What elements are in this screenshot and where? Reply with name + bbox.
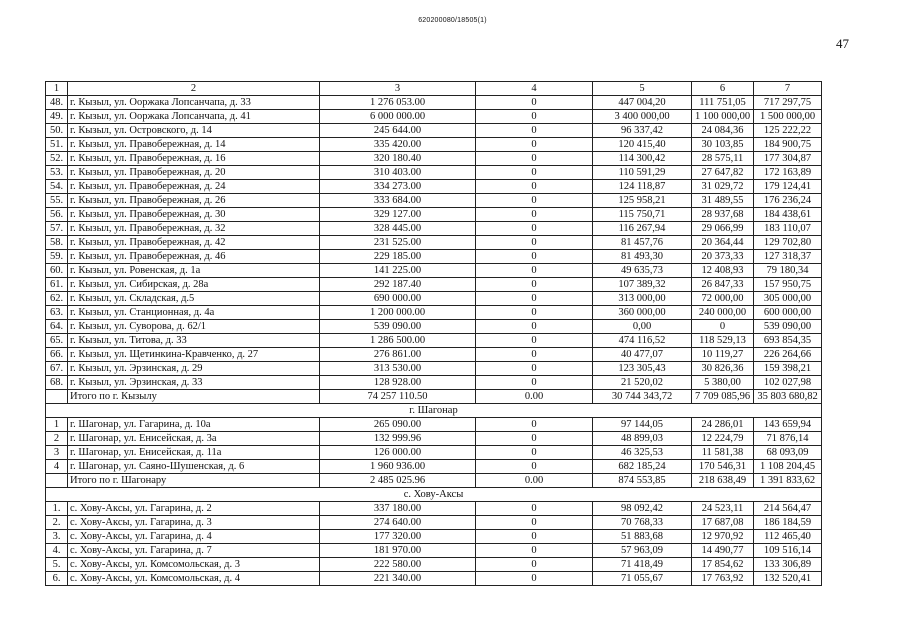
table-cell: 184 438,61 [754, 208, 822, 222]
table-cell: 30 744 343,72 [593, 390, 692, 404]
section-header-row [46, 488, 822, 502]
table-cell: 333 684.00 [320, 194, 476, 208]
table-cell: 292 187.40 [320, 278, 476, 292]
table-cell: 474 116,52 [593, 334, 692, 348]
table-cell: г. Кызыл, ул. Ровенская, д. 1а [68, 264, 320, 278]
column-number: 3 [320, 82, 476, 96]
table-cell: 132 999.96 [320, 432, 476, 446]
table-cell: г. Кызыл, ул. Сибирская, д. 28а [68, 278, 320, 292]
table-cell: 6. [46, 572, 68, 586]
table-cell: 328 445.00 [320, 222, 476, 236]
table-cell: г. Кызыл, ул. Суворова, д. 62/1 [68, 320, 320, 334]
table-cell: 74 257 110.50 [320, 390, 476, 404]
table-row [46, 432, 822, 446]
table-cell: 11 581,38 [692, 446, 754, 460]
table-cell: г. Кызыл, ул. Эрзинская, д. 29 [68, 362, 320, 376]
table-row [46, 446, 822, 460]
table-cell: 0 [476, 516, 593, 530]
table-cell: 5. [46, 558, 68, 572]
table-cell: 0 [476, 124, 593, 138]
table-cell: 132 520,41 [754, 572, 822, 586]
table-cell: 276 861.00 [320, 348, 476, 362]
table-row [46, 222, 822, 236]
table-cell: 79 180,34 [754, 264, 822, 278]
table-cell: 1 [46, 418, 68, 432]
table-cell: 133 306,89 [754, 558, 822, 572]
table-cell: 21 520,02 [593, 376, 692, 390]
total-row [46, 474, 822, 488]
table-row [46, 334, 822, 348]
table-cell: г. Кызыл, ул. Ооржака Лопсанчапа, д. 33 [68, 96, 320, 110]
table-cell: 0.00 [476, 390, 593, 404]
table-cell: 320 180.40 [320, 152, 476, 166]
table-cell: 313 530.00 [320, 362, 476, 376]
table-cell: 35 803 680,82 [754, 390, 822, 404]
table-cell: 143 659,94 [754, 418, 822, 432]
table-cell: 59. [46, 250, 68, 264]
table-cell: 0 [476, 362, 593, 376]
total-row [46, 390, 822, 404]
table-cell: 62. [46, 292, 68, 306]
table-cell: 310 403.00 [320, 166, 476, 180]
table-cell: с. Хову-Аксы, ул. Гагарина, д. 7 [68, 544, 320, 558]
table-cell: 46 325,53 [593, 446, 692, 460]
table-row [46, 194, 822, 208]
table-cell: 64. [46, 320, 68, 334]
table-cell: 52. [46, 152, 68, 166]
table-cell: 159 398,21 [754, 362, 822, 376]
table-cell: 3 400 000,00 [593, 110, 692, 124]
table-cell: 2. [46, 516, 68, 530]
table-cell: 54. [46, 180, 68, 194]
table-cell: 1. [46, 502, 68, 516]
table-row [46, 292, 822, 306]
table-cell: г. Шагонар, ул. Енисейская, д. 3а [68, 432, 320, 446]
column-number: 5 [593, 82, 692, 96]
table-cell: 335 420.00 [320, 138, 476, 152]
table-cell: 177 320.00 [320, 530, 476, 544]
table-cell: 240 000,00 [692, 306, 754, 320]
table-cell: 1 391 833,62 [754, 474, 822, 488]
column-number: 2 [68, 82, 320, 96]
table-cell: 0,00 [593, 320, 692, 334]
table-cell: г. Кызыл, ул. Правобережная, д. 46 [68, 250, 320, 264]
table-cell: г. Шагонар, ул. Саяно-Шушенская, д. 6 [68, 460, 320, 474]
table-cell [46, 474, 68, 488]
table-cell: 0 [476, 236, 593, 250]
table-row [46, 558, 822, 572]
table-cell: с. Хову-Аксы, ул. Гагарина, д. 4 [68, 530, 320, 544]
table-cell: 3 [46, 446, 68, 460]
table-cell: 27 647,82 [692, 166, 754, 180]
table-cell: 107 389,32 [593, 278, 692, 292]
table-cell: 183 110,07 [754, 222, 822, 236]
table-cell: 71 876,14 [754, 432, 822, 446]
table-cell: 102 027,98 [754, 376, 822, 390]
table-cell: г. Кызыл, ул. Правобережная, д. 30 [68, 208, 320, 222]
table-cell: 14 490,77 [692, 544, 754, 558]
table-cell: 129 702,80 [754, 236, 822, 250]
table-cell: 26 847,33 [692, 278, 754, 292]
table-cell: 313 000,00 [593, 292, 692, 306]
table-cell: 17 687,08 [692, 516, 754, 530]
table-cell: 1 500 000,00 [754, 110, 822, 124]
table-cell: 58. [46, 236, 68, 250]
table-cell: г. Кызыл, ул. Щетинкина-Кравченко, д. 27 [68, 348, 320, 362]
table-cell: 24 523,11 [692, 502, 754, 516]
table-cell: 48 899,03 [593, 432, 692, 446]
table-cell: 81 457,76 [593, 236, 692, 250]
table-cell: 265 090.00 [320, 418, 476, 432]
table-cell: 214 564,47 [754, 502, 822, 516]
table-cell: с. Хову-Аксы, ул. Комсомольская, д. 4 [68, 572, 320, 586]
table-cell: 61. [46, 278, 68, 292]
table-row [46, 418, 822, 432]
table-cell: 600 000,00 [754, 306, 822, 320]
table-cell: 31 489,55 [692, 194, 754, 208]
data-table [45, 81, 822, 586]
table-cell: 125 958,21 [593, 194, 692, 208]
table-cell: 128 928.00 [320, 376, 476, 390]
table-row [46, 502, 822, 516]
section-title: с. Хову-Аксы [46, 488, 822, 502]
table-cell: 231 525.00 [320, 236, 476, 250]
table-cell: 0 [476, 250, 593, 264]
table-cell: г. Кызыл, ул. Правобережная, д. 16 [68, 152, 320, 166]
table-cell: 10 119,27 [692, 348, 754, 362]
table-cell: 184 900,75 [754, 138, 822, 152]
table-cell: 0 [476, 530, 593, 544]
table-row [46, 264, 822, 278]
table-cell: 127 318,37 [754, 250, 822, 264]
table-cell: 226 264,66 [754, 348, 822, 362]
table-cell: 0 [476, 264, 593, 278]
table-cell: 71 055,67 [593, 572, 692, 586]
table-cell: 5 380,00 [692, 376, 754, 390]
table-cell: 55. [46, 194, 68, 208]
table-cell: 0 [476, 460, 593, 474]
table-cell: 115 750,71 [593, 208, 692, 222]
table-cell: 60. [46, 264, 68, 278]
table-cell: 186 184,59 [754, 516, 822, 530]
table-cell: 179 124,41 [754, 180, 822, 194]
table-cell: 0 [476, 180, 593, 194]
table-cell: 141 225.00 [320, 264, 476, 278]
table-cell: 1 100 000,00 [692, 110, 754, 124]
table-cell: 0 [476, 138, 593, 152]
table-cell: 2 [46, 432, 68, 446]
table-cell: 1 960 936.00 [320, 460, 476, 474]
table-cell: 334 273.00 [320, 180, 476, 194]
column-number: 7 [754, 82, 822, 96]
table-cell: 0 [476, 572, 593, 586]
table-cell: 96 337,42 [593, 124, 692, 138]
column-number: 6 [692, 82, 754, 96]
table-cell: 0 [476, 544, 593, 558]
table-cell: 229 185.00 [320, 250, 476, 264]
table-cell: 7 709 085,96 [692, 390, 754, 404]
table-cell: 6 000 000.00 [320, 110, 476, 124]
table-cell: 274 640.00 [320, 516, 476, 530]
table-cell: 28 575,11 [692, 152, 754, 166]
table-cell: 125 222,22 [754, 124, 822, 138]
table-cell: с. Хову-Аксы, ул. Гагарина, д. 3 [68, 516, 320, 530]
table-cell: 57 963,09 [593, 544, 692, 558]
table-cell: 222 580.00 [320, 558, 476, 572]
table-cell: 123 305,43 [593, 362, 692, 376]
table-cell: с. Хову-Аксы, ул. Комсомольская, д. 3 [68, 558, 320, 572]
table-cell: 30 103,85 [692, 138, 754, 152]
table-cell: г. Кызыл, ул. Правобережная, д. 14 [68, 138, 320, 152]
table-cell: 12 224,79 [692, 432, 754, 446]
table-row [46, 236, 822, 250]
table-row [46, 138, 822, 152]
table-cell: г. Кызыл, ул. Складская, д.5 [68, 292, 320, 306]
section-title: г. Шагонар [46, 404, 822, 418]
table-cell: 72 000,00 [692, 292, 754, 306]
table-row [46, 320, 822, 334]
table-row [46, 278, 822, 292]
table-cell: г. Кызыл, ул. Правобережная, д. 42 [68, 236, 320, 250]
table-cell: 0 [476, 502, 593, 516]
table-cell: 97 144,05 [593, 418, 692, 432]
table-row [46, 110, 822, 124]
table-row [46, 376, 822, 390]
table-cell: 120 415,40 [593, 138, 692, 152]
table-cell: 110 591,29 [593, 166, 692, 180]
table-cell: г. Кызыл, ул. Правобережная, д. 20 [68, 166, 320, 180]
table-cell: 0 [476, 348, 593, 362]
table-cell: 447 004,20 [593, 96, 692, 110]
table-row [46, 306, 822, 320]
document-code: 620200080/18505(1) [418, 17, 487, 24]
table-cell: 0 [476, 376, 593, 390]
table-cell: 118 529,13 [692, 334, 754, 348]
table-cell: 337 180.00 [320, 502, 476, 516]
table-cell: 329 127.00 [320, 208, 476, 222]
table-cell: г. Кызыл, ул. Правобережная, д. 32 [68, 222, 320, 236]
table-cell: 682 185,24 [593, 460, 692, 474]
table-cell: 0 [476, 292, 593, 306]
table-cell: 177 304,87 [754, 152, 822, 166]
table-cell: 221 340.00 [320, 572, 476, 586]
table-cell: 0 [476, 278, 593, 292]
table-cell: 20 364,44 [692, 236, 754, 250]
table-cell: 305 000,00 [754, 292, 822, 306]
table-cell: 17 763,92 [692, 572, 754, 586]
table-cell: 63. [46, 306, 68, 320]
table-row [46, 124, 822, 138]
table-cell [46, 390, 68, 404]
table-cell: 0 [692, 320, 754, 334]
table-cell: 53. [46, 166, 68, 180]
table-cell: Итого по г. Кызылу [68, 390, 320, 404]
table-cell: 68. [46, 376, 68, 390]
table-cell: 4. [46, 544, 68, 558]
table-cell: г. Шагонар, ул. Гагарина, д. 10а [68, 418, 320, 432]
table-cell: 40 477,07 [593, 348, 692, 362]
table-row [46, 362, 822, 376]
table-cell: 12 970,92 [692, 530, 754, 544]
table-cell: 24 084,36 [692, 124, 754, 138]
table-cell: 172 163,89 [754, 166, 822, 180]
table-cell: 874 553,85 [593, 474, 692, 488]
table-cell: 0 [476, 222, 593, 236]
table-cell: 0 [476, 432, 593, 446]
table-cell: 0 [476, 334, 593, 348]
table-cell: 1 200 000.00 [320, 306, 476, 320]
table-cell: г. Кызыл, ул. Эрзинская, д. 33 [68, 376, 320, 390]
table-cell: 81 493,30 [593, 250, 692, 264]
table-cell: 0 [476, 110, 593, 124]
table-cell: 66. [46, 348, 68, 362]
table-row [46, 460, 822, 474]
column-number-row [46, 82, 822, 96]
table-row [46, 96, 822, 110]
table-row [46, 530, 822, 544]
section-header-row [46, 404, 822, 418]
table-cell: 539 090,00 [754, 320, 822, 334]
column-number: 1 [46, 82, 68, 96]
table-cell: 0.00 [476, 474, 593, 488]
table-cell: 114 300,42 [593, 152, 692, 166]
table-cell: 0 [476, 320, 593, 334]
table-cell: 181 970.00 [320, 544, 476, 558]
table-cell: 68 093,09 [754, 446, 822, 460]
table-cell: 17 854,62 [692, 558, 754, 572]
table-cell: г. Кызыл, ул. Станционная, д. 4а [68, 306, 320, 320]
table-cell: 539 090.00 [320, 320, 476, 334]
table-cell: 693 854,35 [754, 334, 822, 348]
table-cell: 30 826,36 [692, 362, 754, 376]
table-row [46, 544, 822, 558]
table-cell: г. Кызыл, ул. Островского, д. 14 [68, 124, 320, 138]
table-cell: 0 [476, 152, 593, 166]
table-cell: 65. [46, 334, 68, 348]
table-cell: 12 408,93 [692, 264, 754, 278]
column-number: 4 [476, 82, 593, 96]
table-cell: г. Шагонар, ул. Енисейская, д. 11а [68, 446, 320, 460]
table-cell: 126 000.00 [320, 446, 476, 460]
table-cell: 98 092,42 [593, 502, 692, 516]
table-cell: 111 751,05 [692, 96, 754, 110]
table-cell: 49 635,73 [593, 264, 692, 278]
table-cell: 0 [476, 418, 593, 432]
table-row [46, 572, 822, 586]
table-row [46, 516, 822, 530]
table-cell: г. Кызыл, ул. Правобережная, д. 24 [68, 180, 320, 194]
table-cell: 116 267,94 [593, 222, 692, 236]
table-cell: 245 644.00 [320, 124, 476, 138]
table-cell: 1 108 204,45 [754, 460, 822, 474]
table-cell: 1 286 500.00 [320, 334, 476, 348]
table-cell: 109 516,14 [754, 544, 822, 558]
table-cell: 1 276 053.00 [320, 96, 476, 110]
table-cell: 49. [46, 110, 68, 124]
table-cell: 29 066,99 [692, 222, 754, 236]
table-cell: 0 [476, 558, 593, 572]
table-cell: 4 [46, 460, 68, 474]
table-cell: 70 768,33 [593, 516, 692, 530]
table-cell: 124 118,87 [593, 180, 692, 194]
table-cell: 71 418,49 [593, 558, 692, 572]
page-number: 47 [836, 36, 849, 51]
table-cell: 170 546,31 [692, 460, 754, 474]
table-cell: 0 [476, 194, 593, 208]
table-cell: 0 [476, 208, 593, 222]
table-cell: 3. [46, 530, 68, 544]
table-row [46, 166, 822, 180]
table-row [46, 152, 822, 166]
table-cell: 57. [46, 222, 68, 236]
table-cell: 0 [476, 446, 593, 460]
table-cell: 20 373,33 [692, 250, 754, 264]
table-cell: с. Хову-Аксы, ул. Гагарина, д. 2 [68, 502, 320, 516]
table-cell: г. Кызыл, ул. Правобережная, д. 26 [68, 194, 320, 208]
table-cell: 0 [476, 166, 593, 180]
table-cell: 0 [476, 96, 593, 110]
table-cell: 51. [46, 138, 68, 152]
table-cell: 218 638,49 [692, 474, 754, 488]
table-cell: 360 000,00 [593, 306, 692, 320]
table-cell: 717 297,75 [754, 96, 822, 110]
table-cell: 157 950,75 [754, 278, 822, 292]
table-cell: Итого по г. Шагонару [68, 474, 320, 488]
table-cell: г. Кызыл, ул. Ооржака Лопсанчапа, д. 41 [68, 110, 320, 124]
table-cell: г. Кызыл, ул. Титова, д. 33 [68, 334, 320, 348]
table-cell: 24 286,01 [692, 418, 754, 432]
table-row [46, 348, 822, 362]
table-row [46, 180, 822, 194]
table-cell: 56. [46, 208, 68, 222]
table-cell: 48. [46, 96, 68, 110]
table-cell: 176 236,24 [754, 194, 822, 208]
table-row [46, 208, 822, 222]
table-cell: 112 465,40 [754, 530, 822, 544]
table-cell: 690 000.00 [320, 292, 476, 306]
table-cell: 31 029,72 [692, 180, 754, 194]
table-cell: 50. [46, 124, 68, 138]
table-cell: 28 937,68 [692, 208, 754, 222]
table-cell: 0 [476, 306, 593, 320]
table-row [46, 250, 822, 264]
table-cell: 51 883,68 [593, 530, 692, 544]
table-cell: 2 485 025.96 [320, 474, 476, 488]
table-cell: 67. [46, 362, 68, 376]
